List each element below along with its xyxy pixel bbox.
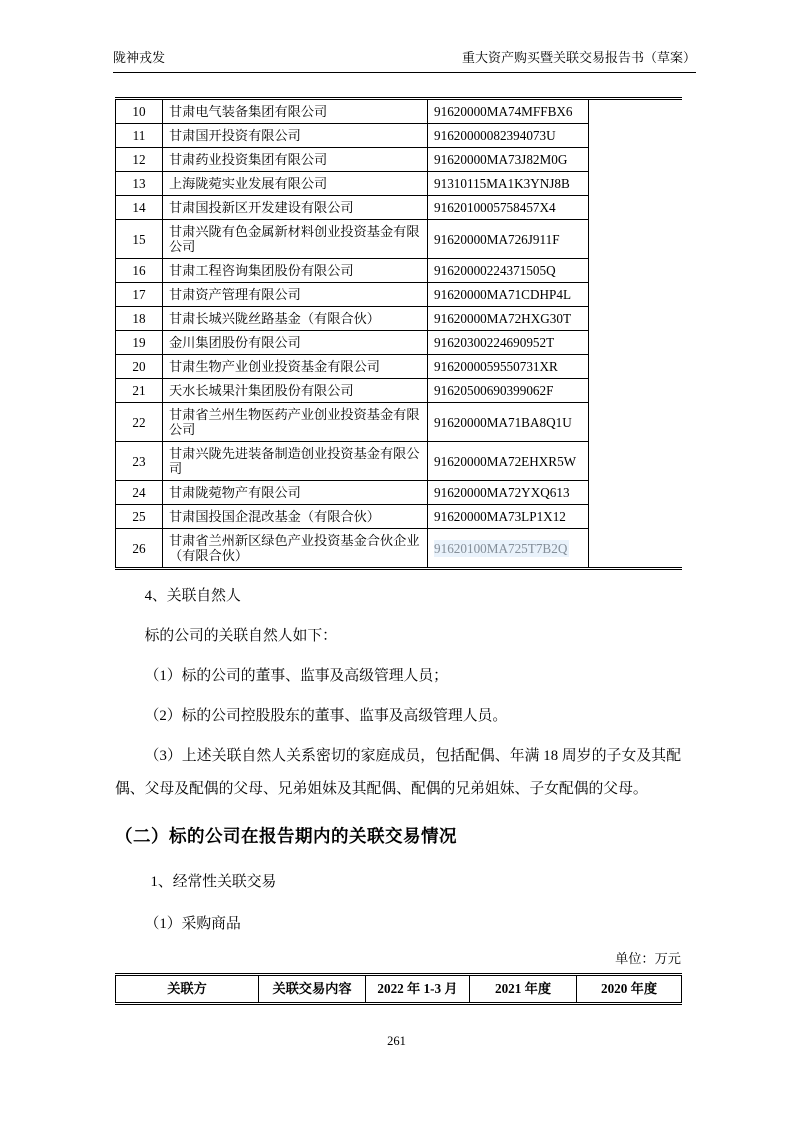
table-row	[116, 529, 682, 569]
company-code-text: 91620500690399062F	[434, 383, 554, 398]
column-header-transaction-content: 关联交易内容	[259, 975, 366, 1004]
table-row	[116, 172, 682, 196]
table-row	[116, 99, 682, 124]
company-code-cell	[428, 331, 589, 355]
company-name-cell: 甘肃兴陇先进装备制造创业投资基金有限公司	[163, 442, 428, 481]
company-code-cell	[428, 220, 589, 259]
company-name-cell: 甘肃省兰州新区绿色产业投资基金合伙企业（有限合伙）	[163, 529, 428, 569]
empty-margin-cell	[589, 99, 682, 124]
row-number-cell: 13	[116, 172, 163, 196]
column-header-related-party: 关联方	[116, 975, 259, 1004]
table-row	[116, 196, 682, 220]
empty-margin-cell	[589, 481, 682, 505]
empty-margin-cell	[589, 124, 682, 148]
company-code-cell	[428, 379, 589, 403]
unit-note: 单位：万元	[615, 951, 681, 966]
company-name-cell: 金川集团股份有限公司	[163, 331, 428, 355]
company-name-cell: 甘肃省兰州生物医药产业创业投资基金有限公司	[163, 403, 428, 442]
company-code-text: 91620000MA74MFFBX6	[434, 104, 573, 119]
empty-margin-cell	[589, 307, 682, 331]
item-1-paragraph: （1）标的公司的董事、监事及高级管理人员；	[144, 668, 448, 684]
company-code-text: 91620000MA72YXQ613	[434, 485, 570, 500]
column-header-2022: 2022 年 1-3 月	[366, 975, 470, 1004]
row-number-cell: 18	[116, 307, 163, 331]
company-name-cell: 天水长城果汁集团股份有限公司	[163, 379, 428, 403]
company-name-cell: 甘肃药业投资集团有限公司	[163, 148, 428, 172]
company-code-text: 91310115MA1K3YNJ8B	[434, 176, 570, 191]
company-name-cell: 甘肃长城兴陇丝路基金（有限合伙）	[163, 307, 428, 331]
company-code-text: 91620000MA72HXG30T	[434, 311, 572, 326]
empty-margin-cell	[589, 379, 682, 403]
company-code-text: 91620000MA726J911F	[434, 231, 560, 247]
empty-margin-cell	[589, 172, 682, 196]
row-number-cell: 15	[116, 220, 163, 259]
table-row	[116, 331, 682, 355]
company-code-text: 9162000059550731XR	[434, 359, 558, 374]
company-name-cell: 甘肃国开投资有限公司	[163, 124, 428, 148]
company-name-cell: 甘肃国投国企混改基金（有限合伙）	[163, 505, 428, 529]
empty-margin-cell	[589, 283, 682, 307]
company-name-cell: 上海陇菀实业发展有限公司	[163, 172, 428, 196]
company-code-text: 91620300224690952T	[434, 335, 555, 350]
company-code-cell	[428, 529, 589, 569]
subsection-1-title: 1、经常性关联交易	[150, 874, 277, 890]
empty-margin-cell	[589, 259, 682, 283]
company-code-cell	[428, 99, 589, 124]
row-number-cell: 14	[116, 196, 163, 220]
company-name-cell: 甘肃资产管理有限公司	[163, 283, 428, 307]
company-code-text: 91620000MA71CDHP4L	[434, 287, 572, 302]
related-parties-table	[115, 97, 682, 570]
table-row	[116, 403, 682, 442]
row-number-cell: 25	[116, 505, 163, 529]
running-header	[113, 47, 696, 73]
related-parties-table-body	[116, 99, 682, 569]
empty-margin-cell	[589, 505, 682, 529]
section-2-heading: （二）标的公司在报告期内的关联交易情况	[115, 826, 457, 846]
empty-margin-cell	[589, 220, 682, 259]
company-code-cell	[428, 307, 589, 331]
row-number-cell: 23	[116, 442, 163, 481]
subsection-1-1-title: （1）采购商品	[144, 916, 241, 932]
row-number-cell: 17	[116, 283, 163, 307]
company-code-text: 91620000MA72EHXR5W	[434, 453, 577, 469]
company-code-text: 91620000MA73LP1X12	[434, 509, 566, 524]
company-code-text: 91620000082394073U	[434, 128, 556, 143]
row-number-cell: 22	[116, 403, 163, 442]
company-code-cell	[428, 442, 589, 481]
column-header-2021: 2021 年度	[470, 975, 577, 1004]
company-code-text: 91620000MA73J82M0G	[434, 152, 568, 167]
company-name-cell: 甘肃工程咨询集团股份有限公司	[163, 259, 428, 283]
company-code-text: 91620000MA71BA8Q1U	[434, 414, 572, 430]
company-code-cell	[428, 148, 589, 172]
empty-margin-cell	[589, 148, 682, 172]
section-4-title: 4、关联自然人	[144, 588, 241, 604]
table-row	[116, 307, 682, 331]
header-left-text: 陇神戎发	[113, 50, 166, 65]
table-row	[116, 148, 682, 172]
transaction-table	[115, 973, 682, 1005]
company-code-cell	[428, 481, 589, 505]
company-code-cell	[428, 259, 589, 283]
table-row	[116, 505, 682, 529]
company-code-text: 9162010005758457X4	[434, 200, 556, 215]
row-number-cell: 12	[116, 148, 163, 172]
item-2-paragraph: （2）标的公司控股股东的董事、监事及高级管理人员。	[144, 708, 508, 724]
table-row	[116, 355, 682, 379]
intro-paragraph: 标的公司的关联自然人如下：	[144, 628, 337, 644]
table-row	[116, 379, 682, 403]
table-row	[116, 283, 682, 307]
company-name-cell: 甘肃国投新区开发建设有限公司	[163, 196, 428, 220]
empty-margin-cell	[589, 529, 682, 569]
company-code-text: 91620000224371505Q	[434, 263, 556, 278]
company-code-cell	[428, 196, 589, 220]
company-name-cell: 甘肃电气装备集团有限公司	[163, 99, 428, 124]
company-name-cell: 甘肃兴陇有色金属新材料创业投资基金有限公司	[163, 220, 428, 259]
table-row	[116, 124, 682, 148]
table-row	[116, 259, 682, 283]
empty-margin-cell	[589, 331, 682, 355]
company-code-cell	[428, 355, 589, 379]
row-number-cell: 21	[116, 379, 163, 403]
row-number-cell: 20	[116, 355, 163, 379]
company-code-cell	[428, 124, 589, 148]
company-code-cell	[428, 172, 589, 196]
row-number-cell: 16	[116, 259, 163, 283]
table-row	[116, 481, 682, 505]
page-number: 261	[387, 1034, 406, 1048]
row-number-cell: 11	[116, 124, 163, 148]
column-header-2020: 2020 年度	[577, 975, 682, 1004]
table-row	[116, 442, 682, 481]
transaction-table-header-row	[116, 975, 682, 1004]
company-code-cell	[428, 283, 589, 307]
row-number-cell: 24	[116, 481, 163, 505]
company-code-cell	[428, 403, 589, 442]
empty-margin-cell	[589, 355, 682, 379]
row-number-cell: 19	[116, 331, 163, 355]
company-name-cell: 甘肃陇菀物产有限公司	[163, 481, 428, 505]
empty-margin-cell	[589, 403, 682, 442]
empty-margin-cell	[589, 442, 682, 481]
empty-margin-cell	[589, 196, 682, 220]
row-number-cell: 26	[116, 529, 163, 569]
page-content	[115, 97, 681, 1005]
company-code-cell	[428, 505, 589, 529]
company-code-text: 91620100MA725T7B2Q	[434, 540, 568, 556]
row-number-cell: 10	[116, 99, 163, 124]
company-name-cell: 甘肃生物产业创业投资基金有限公司	[163, 355, 428, 379]
item-3-paragraph: （3）上述关联自然人关系密切的家庭成员，包括配偶、年满 18 周岁的子女及其配偶、父母及配偶的父母、兄弟姐妹及其配偶、配偶的兄弟姐妹、子女配偶的父母。	[115, 748, 681, 797]
header-right-text: 重大资产购买暨关联交易报告书（草案）	[461, 50, 696, 65]
table-row	[116, 220, 682, 259]
